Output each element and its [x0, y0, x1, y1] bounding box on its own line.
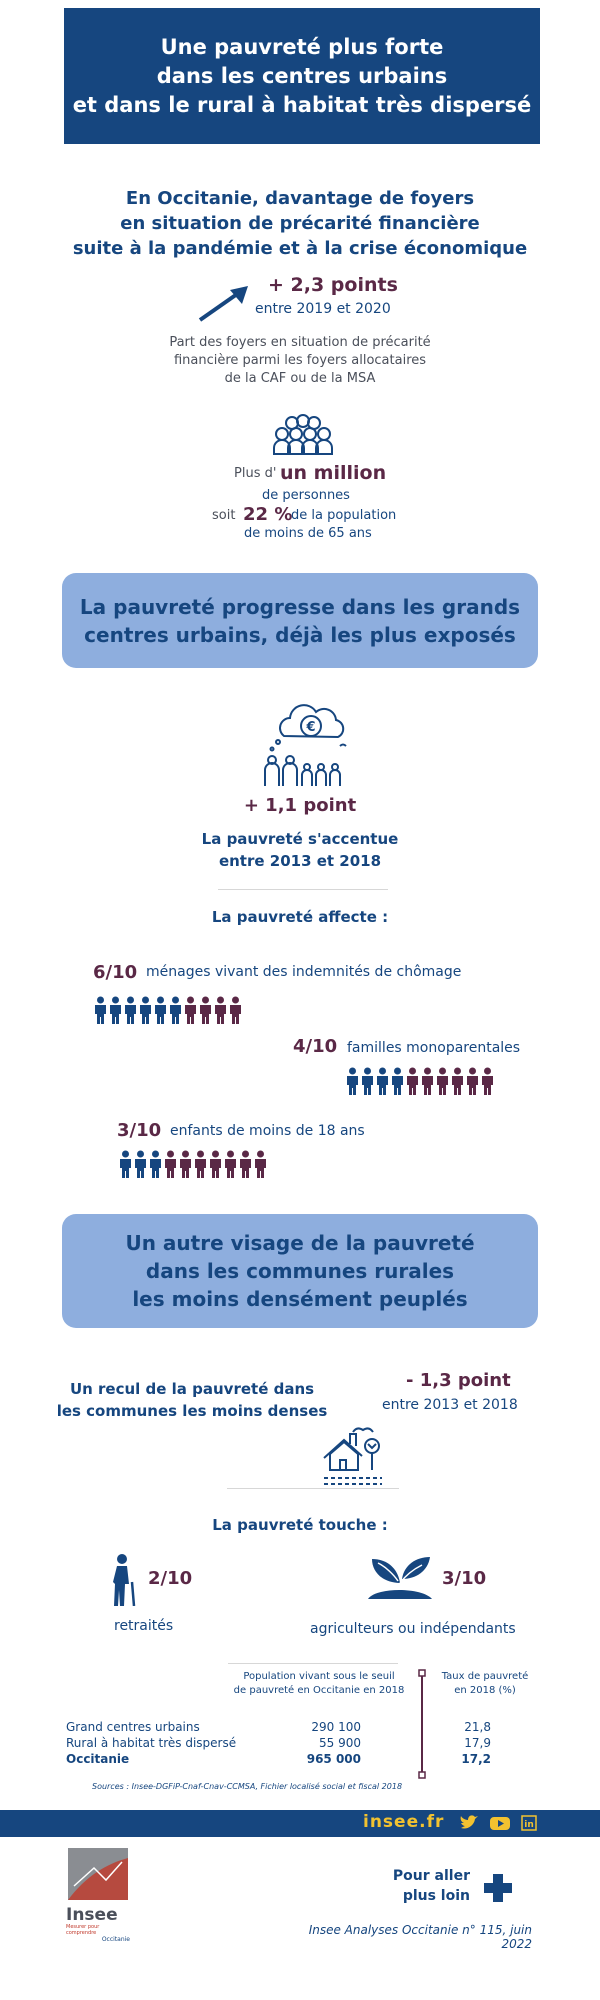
euro-icon: € [306, 720, 316, 735]
person-icon [466, 1067, 479, 1095]
header-line: de pauvreté en Occitanie en 2018 [233, 1685, 405, 1696]
page-title [64, 8, 540, 144]
row-label: Occitanie [66, 1752, 130, 1766]
stat-label: enfants de moins de 18 ans [170, 1123, 365, 1139]
elderly-person-icon [108, 1554, 138, 1606]
section2-change-value: + 1,1 point [243, 795, 357, 816]
banner-line: dans les communes rurales [145, 1259, 455, 1283]
farmers-label: agriculteurs ou indépendants [310, 1621, 516, 1637]
title-line: et dans le rural à habitat très dispersé [72, 92, 532, 117]
person-icon [139, 996, 152, 1024]
heading-line: en situation de précarité financière [120, 213, 480, 234]
stat-ratio: 6/10 [93, 962, 138, 983]
person-icon [254, 1150, 267, 1178]
table-col-header-population [226, 1670, 412, 1698]
section1-change-value: + 2,3 points [268, 274, 398, 296]
million-line2: de personnes [262, 488, 350, 503]
heading-line: suite à la pandémie et à la crise économique [72, 238, 528, 259]
table-col-header-rate [430, 1670, 540, 1698]
person-icon [239, 1150, 252, 1178]
decline-line: les communes les moins denses [56, 1402, 328, 1420]
section2-caption [160, 828, 440, 872]
people-pictogram [94, 996, 242, 1024]
section3-banner [62, 1214, 538, 1328]
desc-line: Part des foyers en situation de précarité [169, 335, 431, 350]
retired-ratio: 2/10 [148, 1568, 193, 1589]
person-icon [406, 1067, 419, 1095]
person-icon [214, 996, 227, 1024]
heading-line: En Occitanie, davantage de foyers [125, 188, 475, 209]
row-label: Grand centres urbains [66, 1720, 200, 1734]
row-rate: 21,8 [464, 1720, 491, 1734]
more-info-link[interactable] [378, 1866, 470, 1906]
section1-heading [40, 186, 560, 261]
row-label: Rural à habitat très dispersé [66, 1736, 237, 1750]
people-pictogram [119, 1150, 267, 1178]
retired-label: retraités [114, 1618, 174, 1634]
person-icon [119, 1150, 132, 1178]
decline-line: Un recul de la pauvreté dans [69, 1380, 315, 1398]
divider [228, 1663, 398, 1664]
seedling-icon [366, 1553, 434, 1601]
row-rate: 17,2 [461, 1752, 491, 1766]
plus-icon[interactable] [482, 1872, 514, 1904]
banner-line: La pauvreté progresse dans les grands [79, 594, 521, 619]
social-links [459, 1814, 537, 1832]
person-icon [94, 996, 107, 1024]
person-icon [154, 996, 167, 1024]
twitter-icon[interactable] [459, 1814, 479, 1832]
person-icon [376, 1067, 389, 1095]
banner-line: les moins densément peuplés [132, 1287, 468, 1311]
linkedin-icon[interactable] [521, 1815, 537, 1831]
rural-house-icon [320, 1424, 386, 1486]
person-icon [164, 1150, 177, 1178]
header-line: Population vivant sous le seuil [243, 1671, 395, 1682]
person-icon [124, 996, 137, 1024]
million-value: un million [280, 462, 387, 484]
stats-table [66, 1720, 506, 1768]
stat-label: ménages vivant des indemnités de chômage [146, 964, 462, 980]
people-pictogram [346, 1067, 494, 1095]
more-line: Pour aller [392, 1868, 470, 1884]
person-icon [224, 1150, 237, 1178]
logo-region: Occitanie [101, 1936, 130, 1943]
row-population: 965 000 [306, 1752, 361, 1766]
million-prefix: Plus d' [234, 466, 277, 481]
percent-value: 22 % [243, 504, 293, 525]
banner-line: Un autre visage de la pauvreté [125, 1231, 475, 1255]
farmers-ratio: 3/10 [442, 1568, 487, 1589]
affects-heading: La pauvreté affecte : [211, 908, 389, 926]
desc-line: de la CAF ou de la MSA [224, 371, 376, 386]
table-row [66, 1736, 506, 1752]
person-icon [169, 996, 182, 1024]
title-line: dans les centres urbains [156, 63, 448, 88]
divider [218, 889, 388, 890]
person-icon [451, 1067, 464, 1095]
percent-suffix: de la population [291, 508, 397, 523]
person-icon [184, 996, 197, 1024]
svg-text:in: in [524, 1820, 534, 1830]
caption-line: La pauvreté s'accentue [201, 830, 399, 848]
title-line: Une pauvreté plus forte [160, 34, 444, 59]
more-line: plus loin [402, 1888, 470, 1904]
percent-prefix: soit [212, 508, 236, 523]
header-line: en 2018 (%) [454, 1685, 516, 1696]
caption-line: entre 2013 et 2018 [218, 852, 382, 870]
row-population: 55 900 [319, 1736, 361, 1750]
youtube-icon[interactable] [489, 1814, 511, 1832]
logo-graphic [66, 1846, 130, 1902]
person-icon [134, 1150, 147, 1178]
row-population: 290 100 [311, 1720, 361, 1734]
table-row [66, 1720, 506, 1736]
section3-change-value: - 1,3 point [406, 1370, 511, 1391]
person-icon [481, 1067, 494, 1095]
person-icon [436, 1067, 449, 1095]
logo-sub: Mesurer pour comprendre [66, 1924, 100, 1936]
trend-up-arrow-icon [196, 282, 252, 324]
sources-note: Sources : Insee-DGFiP-Cnaf-Cnav-CCMSA, Fichier localisé social et fiscal 2018 [92, 1782, 403, 1791]
desc-line: financière parmi les foyers allocataires [173, 353, 427, 368]
person-icon [391, 1067, 404, 1095]
person-icon [361, 1067, 374, 1095]
stat-ratio: 3/10 [117, 1120, 162, 1141]
section1-description [140, 334, 460, 388]
person-icon [109, 996, 122, 1024]
stat-ratio: 4/10 [293, 1036, 338, 1057]
banner-line: centres urbains, déjà les plus exposés [84, 622, 516, 647]
header-line: Taux de pauvreté [441, 1671, 529, 1682]
poverty-family-icon [260, 702, 354, 792]
person-icon [194, 1150, 207, 1178]
section2-banner [62, 573, 538, 668]
person-icon [229, 996, 242, 1024]
logo-text: Insee [66, 1905, 118, 1925]
person-icon [421, 1067, 434, 1095]
decline-caption [52, 1378, 332, 1422]
person-icon [209, 1150, 222, 1178]
touches-heading: La pauvreté touche : [212, 1516, 388, 1534]
person-icon [199, 996, 212, 1024]
person-icon [149, 1150, 162, 1178]
section1-change-period: entre 2019 et 2020 [255, 301, 391, 317]
site-link[interactable]: insee.fr [363, 1812, 445, 1832]
publication-ref: Insee Analyses Occitanie n° 115, juin 2022 [308, 1923, 532, 1951]
crowd-icon [272, 414, 334, 456]
section3-change-period: entre 2013 et 2018 [382, 1397, 518, 1413]
row-rate: 17,9 [464, 1736, 491, 1750]
population-line: de moins de 65 ans [244, 526, 372, 541]
stat-label: familles monoparentales [347, 1040, 521, 1056]
insee-logo [66, 1846, 130, 1943]
divider [227, 1488, 399, 1489]
person-icon [346, 1067, 359, 1095]
person-icon [179, 1150, 192, 1178]
table-row [66, 1752, 506, 1768]
